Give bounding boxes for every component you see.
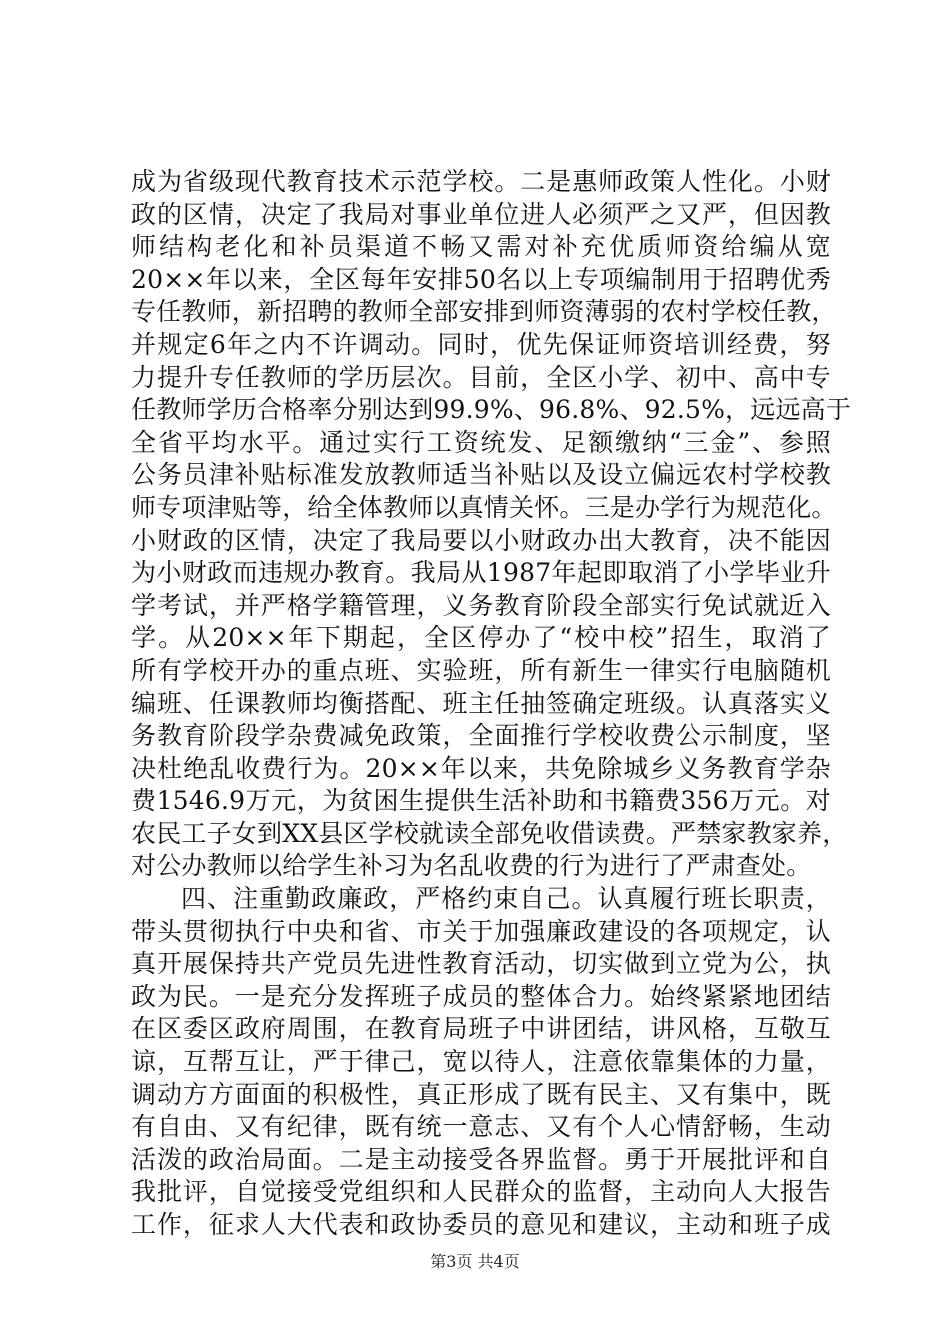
text-line: 小财政的区情，决定了我局要以小财政办出大教育，决不能因 [131, 525, 831, 555]
text-line: 政的区情，决定了我局对事业单位进人必须严之又严，但因教 [131, 199, 831, 229]
text-line: 师结构老化和补员渠道不畅又需对补充优质师资给编从宽 [131, 232, 831, 262]
text-line: 20××年以来，全区每年安排50名以上专项编制用于招聘优秀 [131, 264, 831, 294]
text-line: 带头贯彻执行中央和省、市关于加强廉政建设的各项规定，认 [131, 916, 831, 946]
text-line: 工作，征求人大代表和政协委员的意见和建议，主动和班子成 [131, 1210, 831, 1239]
text-line: 专任教师，新招聘的教师全部安排到师资薄弱的农村学校任教， [131, 297, 837, 327]
text-line: 决杜绝乱收费行为。20××年以来，共免除城乡义务教育学杂 [131, 753, 831, 783]
text-line: 所有学校开办的重点班、实验班，所有新生一律实行电脑随机 [131, 655, 831, 685]
text-line: 政为民。一是充分发挥班子成员的整体合力。始终紧紧地团结 [131, 981, 831, 1011]
text-line: 活泼的政治局面。二是主动接受各界监督。勇于开展批评和自 [131, 1144, 831, 1174]
text-line: 任教师学历合格率分别达到99.9%、96.8%、92.5%，远远高于 [131, 395, 852, 425]
paragraph-1 [131, 166, 852, 883]
text-line: 真开展保持共产党员先进性教育活动，切实做到立党为公，执 [131, 949, 831, 979]
text-line: 我批评，自觉接受党组织和人民群众的监督，主动向人大报告 [131, 1177, 831, 1207]
text-line: 费1546.9万元，为贫困生提供生活补助和书籍费356万元。对 [131, 786, 831, 816]
text-line: 四、注重勤政廉政，严格约束自己。认真履行班长职责， [181, 884, 831, 914]
page-footer [0, 1252, 950, 1272]
text-line: 师专项津贴等，给全体教师以真情关怀。三是办学行为规范化。 [131, 492, 837, 522]
text-line: 并规定6年之内不许调动。同时，优先保证师资培训经费，努 [131, 329, 831, 359]
text-line: 有自由、又有纪律，既有统一意志、又有个人心情舒畅，生动 [131, 1112, 831, 1142]
text-line: 力提升专任教师的学历层次。目前，全区小学、初中、高中专 [131, 362, 831, 392]
text-line: 谅，互帮互让，严于律己，宽以待人，注意依靠集体的力量， [131, 1047, 831, 1077]
text-line: 公务员津补贴标准发放教师适当补贴以及设立偏远农村学校教 [131, 460, 831, 490]
text-line: 编班、任课教师均衡搭配、班主任抽签确定班级。认真落实义 [131, 688, 831, 718]
text-line: 学。从20××年下期起，全区停办了“校中校”招生，取消了 [131, 623, 831, 653]
text-line: 成为省级现代教育技术示范学校。二是惠师政策人性化。小财 [131, 167, 831, 196]
text-line: 对公办教师以给学生补习为名乱收费的行为进行了严肃查处。 [131, 851, 812, 881]
text-line: 为小财政而违规办教育。我局从1987年起即取消了小学毕业升 [131, 558, 831, 588]
text-line: 学考试，并严格学籍管理，义务教育阶段全部实行免试就近入 [131, 590, 831, 620]
text-line: 在区委区政府周围，在教育局班子中讲团结，讲风格，互敬互 [131, 1014, 831, 1044]
text-line: 农民工子女到XX县区学校就读全部免收借读费。严禁家教家养， [131, 818, 848, 848]
paragraph-2 [131, 883, 831, 1242]
text-line: 务教育阶段学杂费减免政策，全面推行学校收费公示制度，坚 [131, 721, 831, 751]
text-line: 全省平均水平。通过实行工资统发、足额缴纳“三金”、参照 [131, 427, 831, 457]
document-body [131, 166, 852, 1242]
page-number-label: 第3页 共4页 [430, 1252, 520, 1271]
text-line: 调动方方面面的积极性，真正形成了既有民主、又有集中，既 [131, 1079, 831, 1109]
